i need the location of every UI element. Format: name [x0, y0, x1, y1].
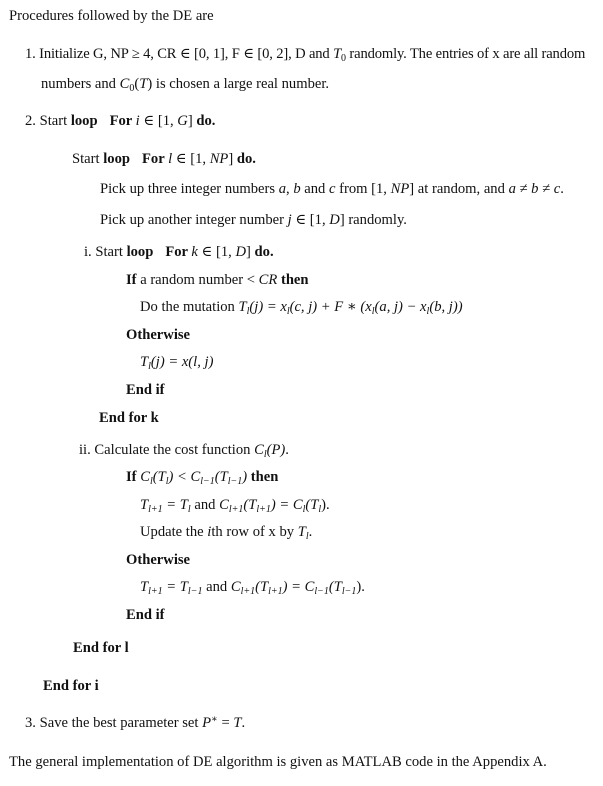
- otherwise-label-1: Otherwise: [126, 327, 191, 343]
- sub-step-i-loop-k: i. Start loop For k ∈ [1, D] do.: [84, 244, 274, 260]
- sub-step-number: ii.: [79, 442, 91, 458]
- end-if-2: End if: [126, 607, 165, 623]
- pick-three-integers: Pick up three integer numbers a, b and c from [1, NP] at random, and a ≠ b ≠ c.: [100, 181, 564, 197]
- assign-formula-3: $T_{l+1} = T_{l-1}$ and $C_{l+1}(T_{l+1}) = C_{l-1}(T_{l-1})$.: [140, 579, 365, 597]
- step-3-save: 3. Save the best parameter set P∗ = T.: [25, 714, 246, 731]
- step-1-line-2: numbers and $C_0(T)$ is chosen a large real number.: [41, 76, 330, 94]
- sub-step-number: i.: [84, 244, 92, 260]
- intro-text: Procedures followed by the DE are: [9, 8, 214, 24]
- update-row: Update the ith row of x by $T_l$.: [140, 524, 313, 542]
- end-if-1: End if: [126, 382, 165, 398]
- step-number: 1.: [25, 46, 36, 62]
- loop-l-start: Start loop For l ∈ [1, NP] do.: [72, 151, 256, 167]
- end-for-l: End for l: [73, 640, 129, 656]
- sub-step-ii-cost: ii. Calculate the cost function $C_l(P)$.: [79, 442, 289, 460]
- step-number: 2.: [25, 113, 36, 129]
- assign-formula-1: $T_l(j) = x(l$, j): [140, 354, 214, 372]
- closing-text: The general implementation of DE algorithm is given as MATLAB code in the Appendix A.: [9, 754, 547, 770]
- mutation-formula: Do the mutation $T_l(j) = x_l(c$, j) + F ∗ ($x_l(a$, $j) - x_l(b$, j)): [140, 299, 463, 317]
- step-1-line-1: 1. Initialize G, NP ≥ 4, CR ∈ [0, 1], F ∈ [0, 2], D and $T_0$ randomly. The entries of x are all random: [25, 46, 586, 64]
- otherwise-label-2: Otherwise: [126, 552, 191, 568]
- step-2-loop-i: 2. Start loop For i ∈ [1, G] do.: [25, 113, 216, 129]
- step-number: 3.: [25, 715, 36, 731]
- end-for-i: End for i: [43, 678, 99, 694]
- end-for-k: End for k: [99, 410, 159, 426]
- if-cost-compare: If $C_l(T_l) < C_{l-1}(T_{l-1})$ then: [126, 469, 279, 487]
- pick-another-integer: Pick up another integer number j ∈ [1, D] randomly.: [100, 212, 407, 228]
- assign-formula-2: $T_{l+1} = T_l$ and $C_{l+1}(T_{l+1}) = C_l(T_l)$.: [140, 497, 330, 515]
- if-random-less-cr: If a random number < CR then: [126, 272, 309, 288]
